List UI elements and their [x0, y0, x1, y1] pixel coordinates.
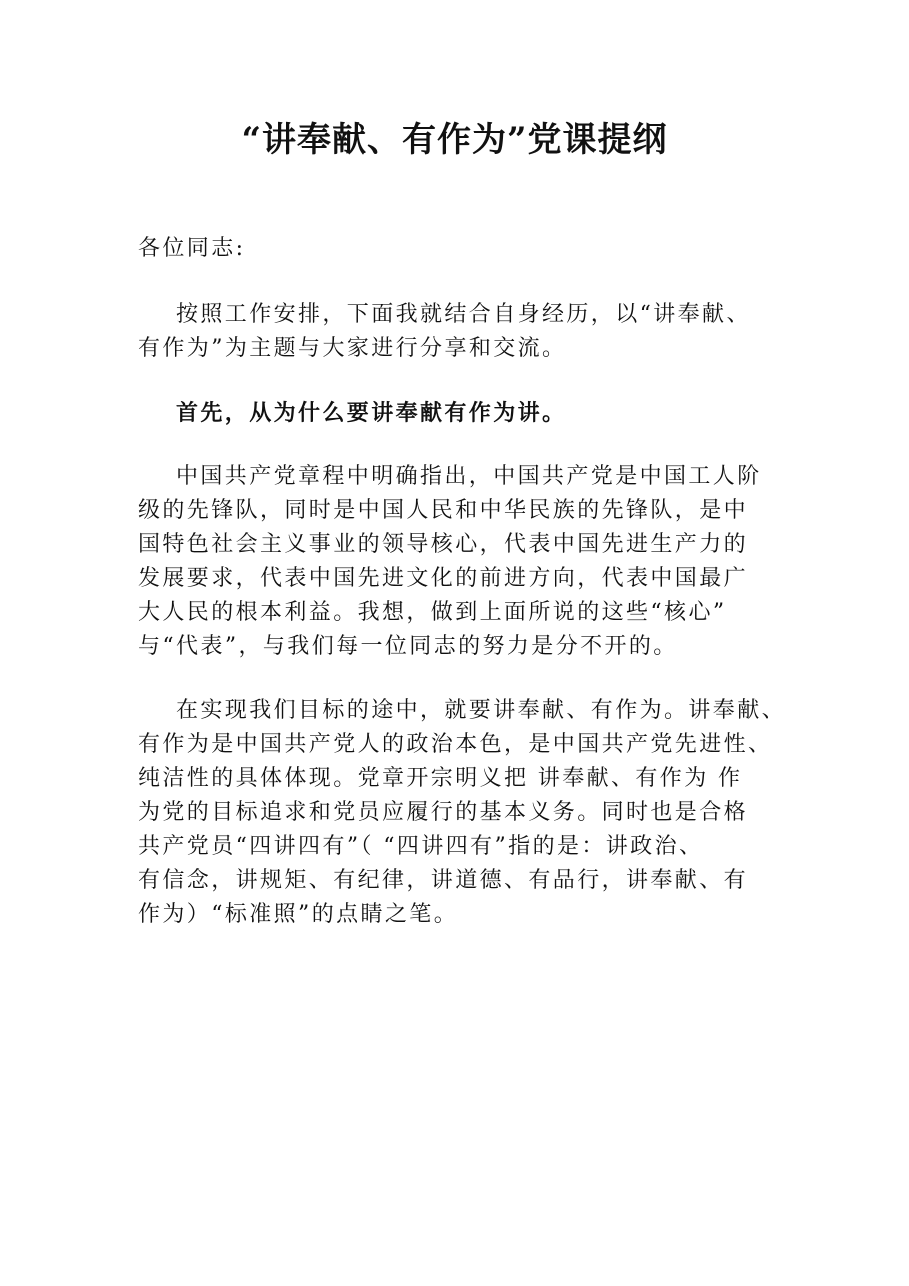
paragraph-line: 国特色社会主义事业的领导核心，代表中国先进生产力的 — [138, 532, 749, 557]
document-title: “讲奉献、有作为”党课提纲 — [241, 120, 668, 160]
paragraph-line: 作为）“标准照”的点睛之笔。 — [138, 902, 459, 927]
paragraph-party-constitution — [138, 460, 778, 664]
paragraph-line: 按照工作安排，下面我就结合自身经历，以“讲奉献、 — [176, 302, 751, 327]
paragraph-line: 级的先锋队，同时是中国人民和中华民族的先锋队，是中 — [138, 498, 749, 523]
paragraph-intro — [138, 298, 778, 366]
paragraph-line: 发展要求，代表中国先进文化的前进方向，代表中国最广 — [138, 566, 749, 591]
paragraph-line: 纯洁性的具体体现。党章开宗明义把 讲奉献、有作为 作 — [138, 766, 743, 791]
paragraph-line: 与“代表”，与我们每一位同志的努力是分不开的。 — [138, 634, 678, 659]
paragraph-line: 有信念，讲规矩、有纪律，讲道德、有品行，讲奉献、有 — [138, 868, 749, 893]
paragraph-line: 共产党员“四讲四有”（ “四讲四有”指的是：讲政治、 — [138, 834, 704, 859]
paragraph-line: 中国共产党章程中明确指出，中国共产党是中国工人阶 — [176, 464, 762, 489]
paragraph-line: 有作为是中国共产党人的政治本色，是中国共产党先进性、 — [138, 732, 773, 757]
paragraph-line: 有作为”为主题与大家进行分享和交流。 — [138, 336, 567, 361]
paragraph-dedication — [138, 694, 787, 932]
section-heading-line: 首先，从为什么要讲奉献有作为讲。 — [176, 400, 567, 426]
paragraph-line: 为党的目标追求和党员应履行的基本义务。同时也是合格 — [138, 800, 749, 825]
document-body — [138, 232, 787, 932]
salutation: 各位同志: — [138, 236, 246, 261]
paragraph-line: 大人民的根本利益。我想，做到上面所说的这些“核心” — [138, 600, 727, 625]
paragraph-line: 在实现我们目标的途中，就要讲奉献、有作为。讲奉献、 — [176, 698, 787, 723]
section-heading — [138, 396, 778, 430]
